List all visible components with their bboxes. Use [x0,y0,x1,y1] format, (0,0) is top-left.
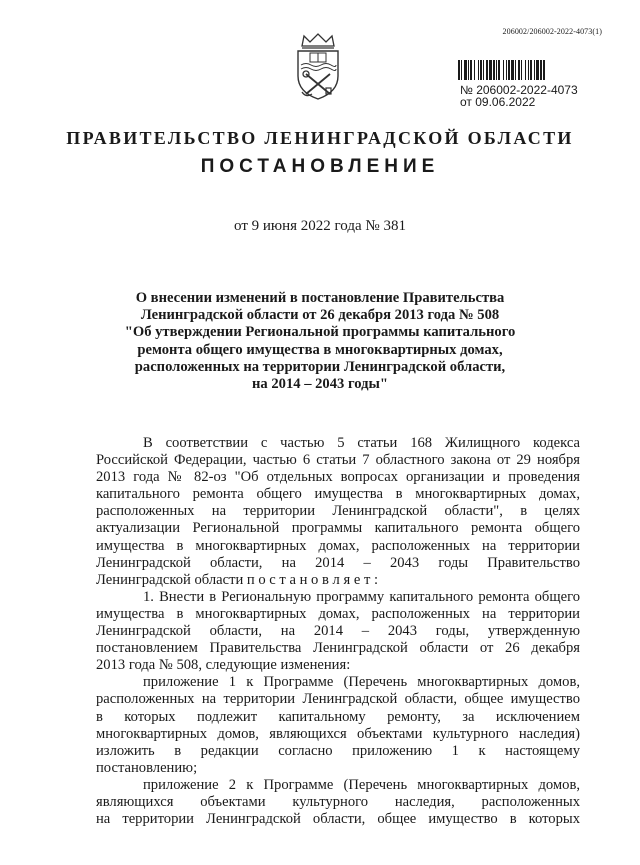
barcode-bar [474,60,475,80]
body-line: 1. Внести в Региональную программу капитального ремонта общего [143,588,580,605]
barcode-bar [511,60,514,80]
body-line: имущества в многоквартирных домах, расположенных на территории [96,605,580,622]
body-line: приложение 2 к Программе (Перечень многоквартирных домов, [143,776,580,793]
subject-line: "Об утверждении Региональной программы капитального [124,324,516,341]
document-type-heading: ПОСТАНОВЛЕНИЕ [200,156,440,177]
body-line: многоквартирных домов, являющихся объектами культурного наследия) [96,725,580,742]
body-line: постановлением Правительства Ленинградской области от 26 декабря [96,640,580,657]
body-line: В соответствии с частью 5 статьи 168 Жилищного кодекса [143,435,580,451]
barcode-bar [458,60,460,80]
body-line: в которых подлежит капитальному ремонту, за исключением [96,708,580,725]
body-line: на территории Ленинградской области, общее имущество в которых [96,811,580,828]
body-line: изложить в редакции согласно приложению 1 к настоящему [96,742,580,759]
subject-line: Ленинградской области от 26 декабря 2013 года № 508 [140,307,500,324]
barcode-bar [489,60,492,80]
barcode-bar [525,60,526,80]
barcode-bar [543,60,545,80]
barcode-bar [521,60,522,80]
document-reference: 206002/206002-2022-4073(1) [502,27,602,36]
subject-line: на 2014 – 2043 годы" [252,376,388,393]
body-line: актуализации Региональной программы капитального ремонта общего [96,520,580,537]
barcode-bar [536,60,539,80]
subject-line: ремонта общего имущества в многоквартирных домах, [137,341,503,358]
barcode-icon [458,60,583,80]
barcode-bar [498,60,500,80]
body-line: Российской Федерации, частью 6 статьи 7 областного закона от 29 ноября [96,452,580,469]
body-line: имущества в многоквартирных домах, расположенных на территории [96,537,580,554]
body-line: постановлению; [96,759,198,776]
document-subject [120,290,520,393]
subject-line: расположенных на территории Ленинградской области, [134,358,506,375]
barcode-bar [483,60,484,80]
body-line: Ленинградской области, на 2014 – 2043 годы Правительство [96,554,580,571]
barcode-bar [534,60,535,80]
subject-line: О внесении изменений в постановление Правительства [135,290,505,306]
government-title: ПРАВИТЕЛЬСТВО ЛЕНИНГРАДСКОЙ ОБЛАСТИ [66,128,574,148]
body-line: капитального ремонта общего имущества в многоквартирных домах, [96,486,580,503]
body-line: 2013 года № 508, следующие изменения: [96,657,351,674]
document-date-number: от 9 июня 2022 года № 381 [234,218,406,234]
body-line: являющихся объектами культурного наследия, расположенных [96,793,580,810]
barcode-bar [480,60,482,80]
barcode-bar [540,60,542,80]
registration-number: № 206002-2022-4073 [460,83,578,97]
body-line: расположенных на территории Ленинградской области, общее имущество [96,691,580,708]
registration-date: от 09.06.2022 [460,95,536,109]
body-line: расположенных на территории Ленинградской области", в целях [96,503,580,520]
barcode-bar [486,60,488,80]
barcode-bar [518,60,520,80]
barcode-bar [528,60,529,80]
barcode-bar [515,60,516,80]
body-line: 2013 года № 82-оз "Об отдельных вопросах организации и проведения [96,469,580,486]
body-line: приложение 1 к Программе (Перечень многоквартирных домов, [143,674,580,691]
barcode-bar [464,60,467,80]
barcode-bar [530,60,532,80]
body-line: Ленинградской области п о с т а н о в л я е т : [96,571,379,588]
leningrad-oblast-coat-of-arms-icon [292,32,344,102]
body-line: Ленинградской области, на 2014 – 2043 годы, утвержденную [96,623,580,640]
barcode-bar [506,60,507,80]
barcode-bar [508,60,510,80]
barcode-bar [503,60,504,80]
barcode-bar [468,60,469,80]
barcode-bar [470,60,472,80]
document-body [96,435,580,828]
barcode-bar [461,60,462,80]
barcode-bar [478,60,479,80]
barcode-bar [496,60,497,80]
barcode-bar [493,60,495,80]
